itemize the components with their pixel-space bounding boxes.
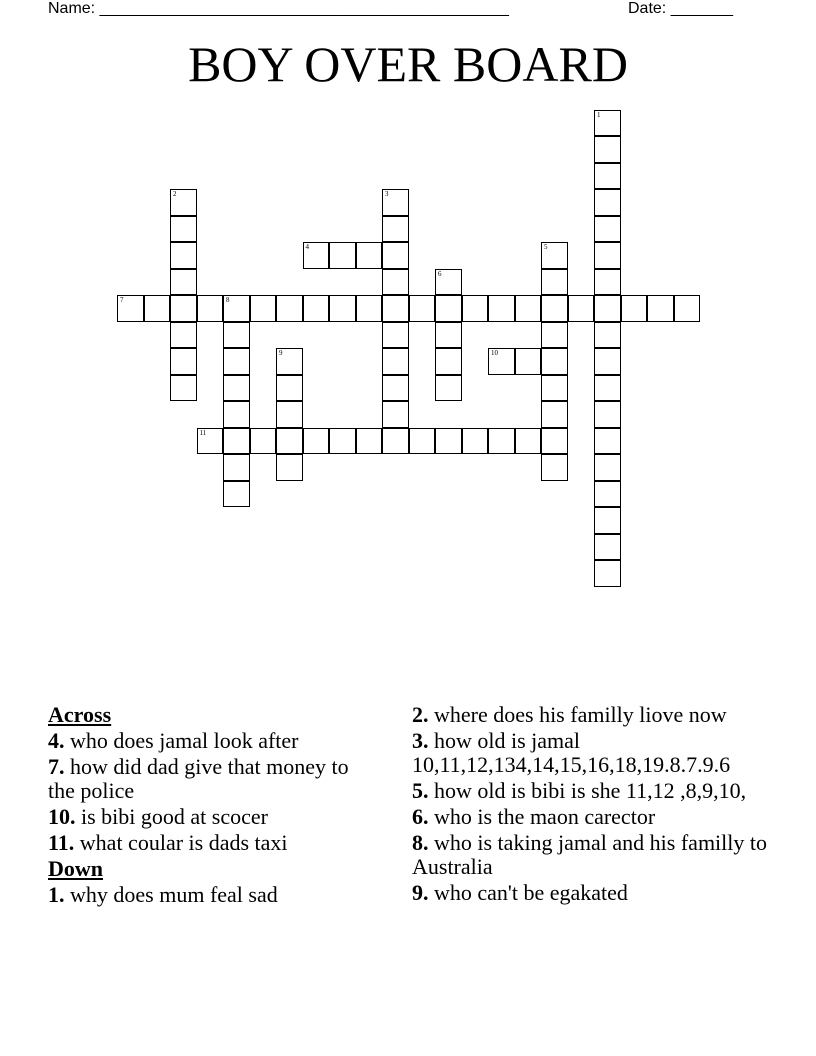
clue-item-number: 5.	[412, 778, 429, 803]
grid-cell[interactable]	[170, 242, 197, 269]
grid-cell[interactable]	[117, 295, 144, 322]
clue-item	[48, 805, 378, 829]
clue-item	[412, 703, 816, 727]
grid-cell[interactable]	[144, 295, 171, 322]
grid-cell[interactable]	[541, 322, 568, 349]
grid-cell[interactable]	[515, 295, 542, 322]
grid-cell[interactable]	[594, 428, 621, 455]
grid-cell[interactable]	[329, 295, 356, 322]
grid-cell[interactable]	[488, 428, 515, 455]
clue-item-text: is bibi good at scocer	[81, 804, 268, 829]
grid-cell[interactable]	[515, 348, 542, 375]
grid-cell[interactable]	[223, 428, 250, 455]
grid-cell[interactable]	[356, 295, 383, 322]
clue-item-number: 11.	[48, 830, 75, 855]
grid-cell[interactable]	[382, 189, 409, 216]
grid-cell[interactable]	[223, 322, 250, 349]
grid-cell[interactable]	[170, 216, 197, 243]
grid-cell[interactable]	[594, 534, 621, 561]
grid-cell[interactable]	[594, 375, 621, 402]
clue-item	[48, 729, 378, 753]
clue-number: 9	[279, 349, 283, 357]
grid-cell[interactable]	[276, 295, 303, 322]
grid-cell[interactable]	[170, 348, 197, 375]
grid-cell[interactable]	[250, 428, 277, 455]
grid-cell[interactable]	[223, 401, 250, 428]
grid-cell[interactable]	[621, 295, 648, 322]
clue-item-number: 2.	[412, 702, 429, 727]
grid-cell[interactable]	[541, 348, 568, 375]
grid-cell[interactable]	[541, 295, 568, 322]
clue-item-number: 6.	[412, 804, 429, 829]
grid-cell[interactable]	[541, 401, 568, 428]
grid-cell[interactable]	[594, 481, 621, 508]
clue-item-text: what coular is dads taxi	[79, 830, 288, 855]
grid-cell[interactable]	[594, 322, 621, 349]
grid-cell[interactable]	[674, 295, 701, 322]
grid-cell[interactable]	[594, 269, 621, 296]
grid-cell[interactable]	[356, 428, 383, 455]
clue-number: 10	[491, 349, 498, 357]
grid-cell[interactable]	[541, 242, 568, 269]
grid-cell[interactable]	[382, 295, 409, 322]
grid-cell[interactable]	[223, 295, 250, 322]
clue-item-text: how did dad give that money to the police	[48, 754, 349, 803]
grid-cell[interactable]	[541, 269, 568, 296]
grid-cell[interactable]	[170, 375, 197, 402]
grid-cell[interactable]	[435, 269, 462, 296]
grid-cell[interactable]	[435, 375, 462, 402]
grid-cell[interactable]	[594, 163, 621, 190]
grid-cell[interactable]	[594, 242, 621, 269]
grid-cell[interactable]	[197, 428, 224, 455]
grid-cell[interactable]	[435, 322, 462, 349]
clue-item-text: why does mum feal sad	[70, 882, 278, 907]
grid-cell[interactable]	[356, 242, 383, 269]
grid-cell[interactable]	[276, 401, 303, 428]
grid-cell[interactable]	[382, 322, 409, 349]
clue-number: 3	[385, 190, 389, 198]
grid-cell[interactable]	[382, 242, 409, 269]
grid-cell[interactable]	[223, 348, 250, 375]
grid-cell[interactable]	[170, 295, 197, 322]
clues-right-column	[412, 703, 816, 907]
grid-cell[interactable]	[435, 348, 462, 375]
clue-item-number: 4.	[48, 728, 65, 753]
grid-cell[interactable]	[303, 428, 330, 455]
grid-cell[interactable]	[382, 216, 409, 243]
grid-cell[interactable]	[223, 454, 250, 481]
clue-item	[412, 779, 816, 803]
clue-number: 2	[173, 190, 177, 198]
grid-cell[interactable]	[382, 269, 409, 296]
grid-cell[interactable]	[223, 481, 250, 508]
across-heading: Across	[48, 702, 112, 727]
clue-item-number: 3.	[412, 728, 429, 753]
grid-cell[interactable]	[329, 428, 356, 455]
grid-cell[interactable]	[382, 348, 409, 375]
clue-item-number: 8.	[412, 830, 429, 855]
clue-item-text: who can't be egakated	[434, 880, 628, 905]
grid-cell[interactable]	[594, 110, 621, 137]
clue-number: 1	[597, 110, 601, 119]
grid-cell[interactable]	[223, 375, 250, 402]
grid-cell[interactable]	[594, 560, 621, 587]
clue-item-text: who is taking jamal and his familly to Australia	[412, 830, 768, 879]
grid-cell[interactable]	[594, 216, 621, 243]
grid-cell[interactable]	[303, 242, 330, 269]
grid-cell[interactable]	[594, 507, 621, 534]
grid-cell[interactable]	[303, 295, 330, 322]
grid-cell[interactable]	[197, 295, 224, 322]
grid-cell[interactable]	[276, 454, 303, 481]
grid-cell[interactable]	[541, 428, 568, 455]
clue-item-text: who does jamal look after	[70, 728, 299, 753]
clue-item	[412, 831, 816, 879]
grid-cell[interactable]	[435, 295, 462, 322]
clue-item-text: how old is bibi is she 11,12 ,8,9,10,	[434, 778, 747, 803]
page-title: BOY OVER BOARD	[188, 36, 628, 92]
grid-cell[interactable]	[382, 428, 409, 455]
clue-item	[48, 883, 378, 907]
grid-cell[interactable]	[594, 401, 621, 428]
grid-cell[interactable]	[276, 348, 303, 375]
grid-cell[interactable]	[276, 375, 303, 402]
grid-cell[interactable]	[382, 401, 409, 428]
grid-cell[interactable]	[594, 295, 621, 322]
clues-left-column	[48, 703, 378, 909]
clue-item	[412, 729, 816, 777]
clue-item-number: 9.	[412, 880, 429, 905]
clue-number: 8	[226, 296, 230, 304]
grid-cell[interactable]	[276, 428, 303, 455]
grid-cell[interactable]	[515, 428, 542, 455]
grid-cell[interactable]	[435, 428, 462, 455]
clue-item-number: 1.	[48, 882, 65, 907]
grid-cell[interactable]	[541, 375, 568, 402]
grid-cell[interactable]	[594, 136, 621, 163]
clue-item-number: 10.	[48, 804, 76, 829]
grid-cell[interactable]	[170, 269, 197, 296]
clue-item	[48, 755, 378, 803]
grid-cell[interactable]	[329, 242, 356, 269]
grid-cell[interactable]	[250, 295, 277, 322]
grid-cell[interactable]	[462, 428, 489, 455]
clue-item-text: how old is jamal 10,11,12,134,14,15,16,18,19.8.7.9.6	[412, 728, 731, 777]
clue-number: 7	[120, 296, 124, 304]
grid-cell[interactable]	[382, 375, 409, 402]
grid-cell[interactable]	[409, 295, 436, 322]
clue-item-text: where does his familly liove now	[434, 702, 727, 727]
clue-item	[48, 831, 378, 855]
date-field[interactable]: Date: _______	[628, 0, 733, 17]
grid-cell[interactable]	[594, 348, 621, 375]
down-heading: Down	[48, 856, 104, 881]
clue-number: 11	[199, 428, 207, 437]
clue-item-number: 7.	[48, 754, 65, 779]
grid-cell[interactable]	[594, 189, 621, 216]
grid-cell[interactable]	[488, 348, 515, 375]
grid-cell[interactable]	[462, 295, 489, 322]
grid-cell[interactable]	[409, 428, 436, 455]
grid-cell[interactable]	[170, 189, 197, 216]
clue-item	[412, 805, 816, 829]
clue-item-text: who is the maon carector	[434, 804, 656, 829]
clue-item	[412, 881, 816, 905]
grid-cell[interactable]	[647, 295, 674, 322]
grid-cell[interactable]	[568, 295, 595, 322]
grid-cell[interactable]	[594, 454, 621, 481]
clue-number: 5	[544, 243, 548, 251]
clue-number: 6	[438, 269, 442, 278]
grid-cell[interactable]	[541, 454, 568, 481]
grid-cell[interactable]	[488, 295, 515, 322]
grid-cell[interactable]	[170, 322, 197, 349]
name-field[interactable]: Name: ______________________________________________	[48, 0, 509, 17]
clue-number: 4	[305, 243, 309, 251]
